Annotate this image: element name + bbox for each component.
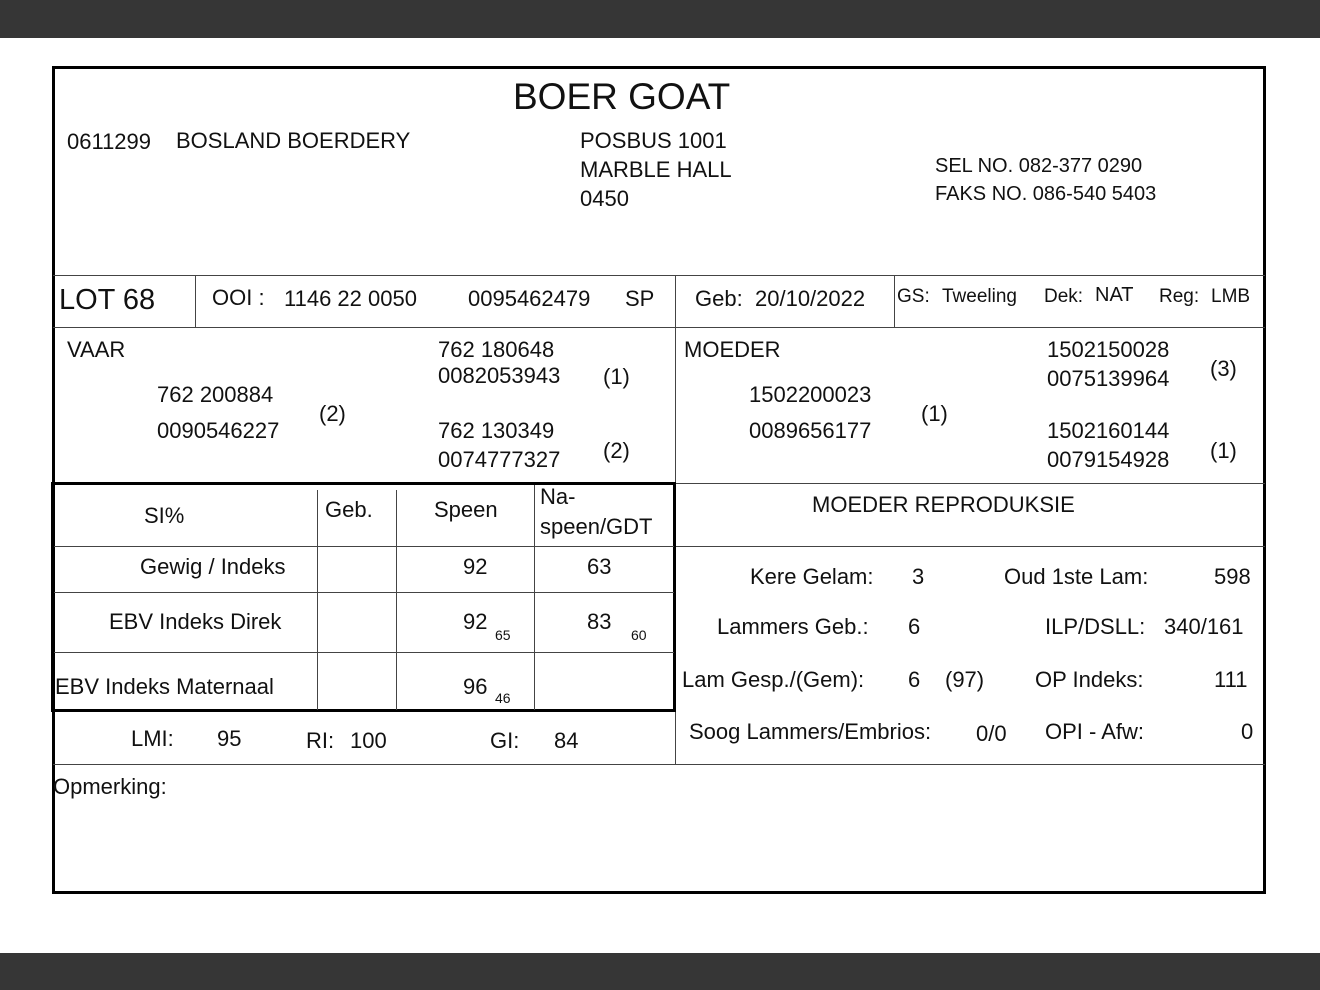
op-value: 111 bbox=[1214, 667, 1248, 692]
reg-label: Reg: bbox=[1159, 286, 1200, 307]
si-row-2-speen: 92 bbox=[463, 609, 488, 634]
gesp-label: Lam Gesp./(Gem): bbox=[682, 667, 865, 692]
si-row-2-speen-sub: 65 bbox=[495, 627, 511, 643]
bottom-bar bbox=[0, 953, 1320, 990]
si-header-geb: Geb. bbox=[325, 497, 373, 522]
si-row-line-3 bbox=[54, 652, 674, 653]
divider-lot-top bbox=[53, 275, 1265, 276]
address-line-2: MARBLE HALL bbox=[580, 157, 732, 182]
ri-value: 100 bbox=[350, 728, 387, 753]
sire-grade: (2) bbox=[319, 401, 346, 426]
divider-repro-title bbox=[676, 546, 1265, 547]
phone-number: SEL NO. 082-377 0290 bbox=[935, 155, 1143, 177]
dam-grade: (1) bbox=[921, 401, 948, 426]
divider-lot-bottom bbox=[53, 327, 1265, 328]
dek-value: NAT bbox=[1095, 284, 1134, 306]
dam-sire-id: 1502150028 bbox=[1047, 337, 1170, 362]
dam-dam-id: 1502160144 bbox=[1047, 418, 1170, 443]
ewe-label: OOI : bbox=[212, 285, 265, 310]
si-row-3-label: EBV Indeks Maternaal bbox=[55, 674, 274, 699]
dam-dam-grade: (1) bbox=[1210, 438, 1237, 463]
si-row-2-label: EBV Indeks Direk bbox=[109, 609, 282, 634]
ri-label: RI: bbox=[306, 728, 335, 753]
gi-value: 84 bbox=[554, 728, 579, 753]
si-row-1-label: Gewig / Indeks bbox=[140, 554, 286, 579]
ewe-grade: SP bbox=[625, 286, 655, 311]
ewe-id: 1146 22 0050 bbox=[284, 286, 417, 311]
si-header-speen: Speen bbox=[434, 497, 498, 522]
address-line-1: POSBUS 1001 bbox=[580, 128, 727, 153]
sire-dam-registration: 0074777327 bbox=[438, 447, 561, 472]
opi-label: OPI - Afw: bbox=[1045, 719, 1145, 744]
sire-sire-id: 762 180648 bbox=[438, 337, 555, 362]
dam-sire-grade: (3) bbox=[1210, 356, 1237, 381]
gs-value: Tweeling bbox=[942, 286, 1017, 307]
opi-value: 0 bbox=[1241, 719, 1254, 744]
top-bar bbox=[0, 0, 1320, 38]
si-row-2-naspeen-sub: 60 bbox=[631, 627, 647, 643]
gi-label: GI: bbox=[490, 728, 520, 753]
si-row-2-naspeen: 83 bbox=[587, 609, 612, 634]
ewe-registration: 0095462479 bbox=[468, 286, 591, 311]
soog-label: Soog Lammers/Embrios: bbox=[689, 719, 932, 744]
address-line-3: 0450 bbox=[580, 186, 629, 211]
si-header-naspeen-1: Na- bbox=[540, 484, 576, 509]
dam-label: MOEDER bbox=[684, 337, 781, 362]
birth-label: Geb: bbox=[695, 286, 743, 311]
gesp-value: 6 bbox=[908, 667, 921, 692]
sire-sire-registration: 0082053943 bbox=[438, 363, 561, 388]
kere-value: 3 bbox=[912, 564, 925, 589]
si-row-1-speen: 92 bbox=[463, 554, 488, 579]
sire-label: VAAR bbox=[67, 337, 126, 362]
si-row-3-speen-sub: 46 bbox=[495, 690, 511, 706]
birth-date: 20/10/2022 bbox=[755, 286, 866, 311]
si-col-line-1 bbox=[317, 490, 318, 710]
ilp-value: 340/161 bbox=[1164, 614, 1244, 639]
op-label: OP Indeks: bbox=[1035, 667, 1144, 692]
si-col-line-2 bbox=[396, 490, 397, 710]
si-col-line-3 bbox=[534, 485, 535, 710]
dam-sire-registration: 0075139964 bbox=[1047, 366, 1170, 391]
sire-dam-id: 762 130349 bbox=[438, 418, 555, 443]
dam-id: 1502200023 bbox=[749, 382, 872, 407]
sire-dam-grade: (2) bbox=[603, 438, 630, 463]
repro-title: MOEDER REPRODUKSIE bbox=[812, 492, 1075, 517]
page-title: BOER GOAT bbox=[513, 76, 731, 117]
ilp-label: ILP/DSLL: bbox=[1045, 614, 1146, 639]
si-header-label: SI% bbox=[144, 503, 185, 528]
oud-label: Oud 1ste Lam: bbox=[1004, 564, 1149, 589]
lammers-value: 6 bbox=[908, 614, 921, 639]
gesp-average: (97) bbox=[945, 667, 985, 692]
dek-label: Dek: bbox=[1044, 286, 1084, 307]
divider-pedigree-right bbox=[676, 483, 1265, 484]
si-row-1-naspeen: 63 bbox=[587, 554, 612, 579]
sire-registration: 0090546227 bbox=[157, 418, 280, 443]
si-header-naspeen-2: speen/GDT bbox=[540, 514, 653, 539]
lmi-value: 95 bbox=[217, 726, 242, 751]
lmi-label: LMI: bbox=[131, 726, 174, 751]
soog-value: 0/0 bbox=[976, 721, 1007, 746]
kere-label: Kere Gelam: bbox=[750, 564, 874, 589]
si-row-line-2 bbox=[54, 592, 674, 593]
breeder-name: BOSLAND BOERDERY bbox=[176, 128, 411, 153]
divider-lot-label bbox=[195, 275, 196, 327]
si-row-line-1 bbox=[54, 546, 674, 547]
lammers-label: Lammers Geb.: bbox=[717, 614, 869, 639]
oud-value: 598 bbox=[1214, 564, 1251, 589]
gs-label: GS: bbox=[897, 286, 930, 307]
divider-birth bbox=[894, 275, 895, 327]
sire-id: 762 200884 bbox=[157, 382, 274, 407]
breeder-code: 0611299 bbox=[67, 129, 152, 154]
sire-sire-grade: (1) bbox=[603, 364, 630, 389]
dam-dam-registration: 0079154928 bbox=[1047, 447, 1170, 472]
lot-label: LOT 68 bbox=[59, 284, 156, 316]
fax-number: FAKS NO. 086-540 5403 bbox=[935, 183, 1157, 205]
si-row-3-speen: 96 bbox=[463, 674, 488, 699]
remarks-label: Opmerking: bbox=[53, 774, 167, 799]
reg-value: LMB bbox=[1211, 286, 1251, 307]
divider-remarks bbox=[53, 764, 1265, 765]
dam-registration: 0089656177 bbox=[749, 418, 872, 443]
